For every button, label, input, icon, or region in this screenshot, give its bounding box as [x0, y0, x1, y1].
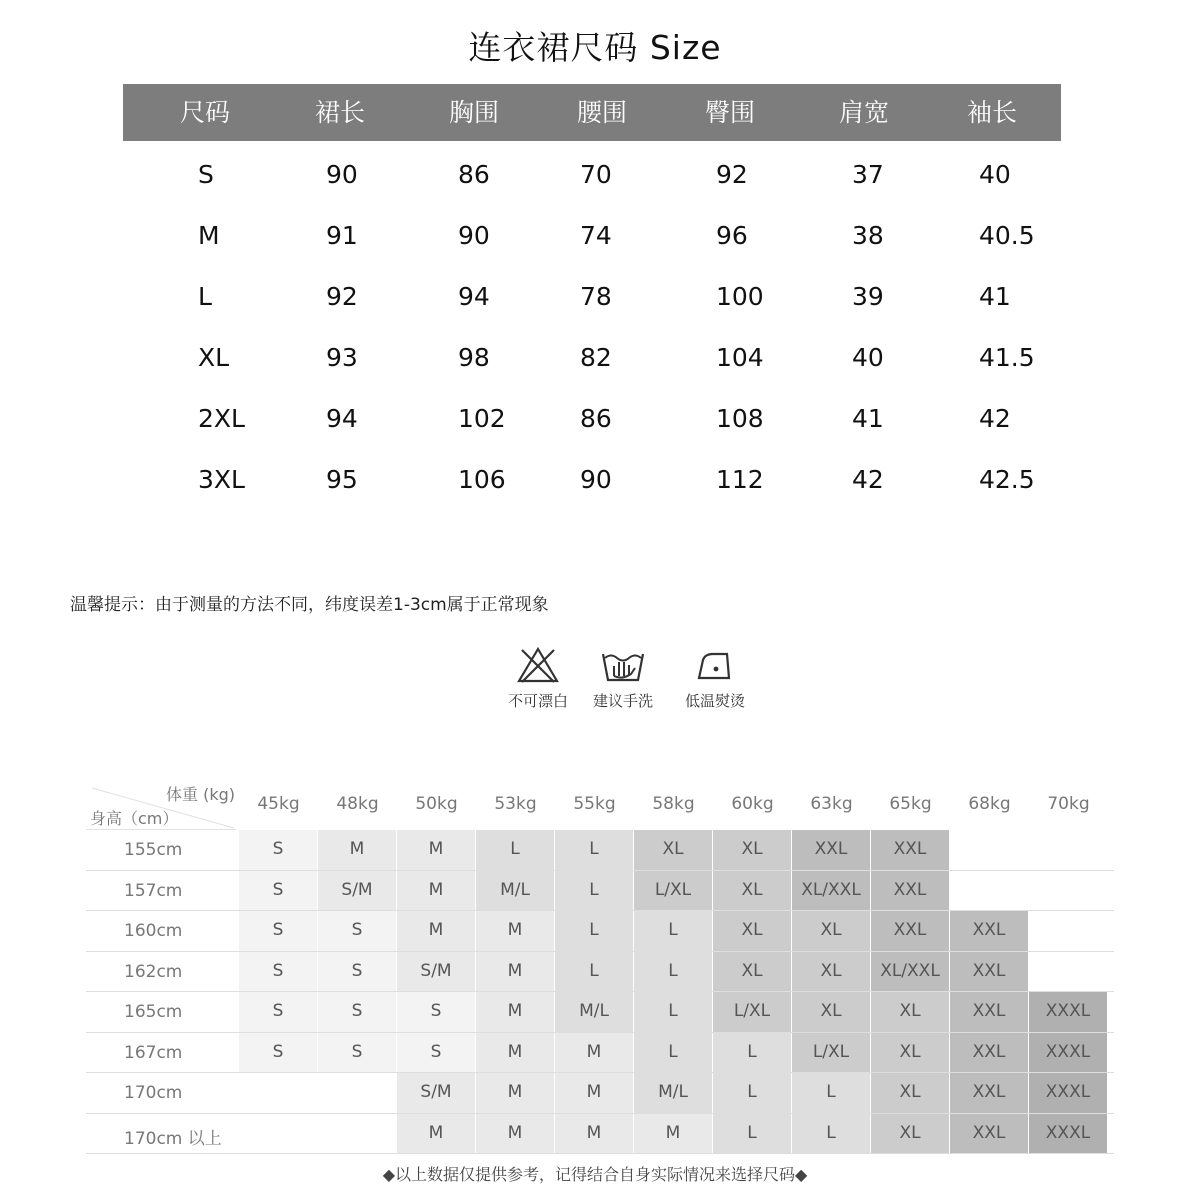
size-recommendation-cell: L [555, 830, 633, 870]
height-label: 165cm [124, 1002, 183, 1022]
size-cell: 106 [458, 465, 506, 494]
size-recommendation-cell [239, 1073, 317, 1113]
size-recommendation-cell [1029, 952, 1107, 992]
size-recommendation-cell [239, 1114, 317, 1154]
size-cell: 94 [326, 404, 358, 433]
size-header-cell: 袖长 [966, 98, 1018, 127]
size-cell: XL [198, 343, 230, 372]
size-recommendation-cell: L [555, 911, 633, 951]
size-cell: 90 [458, 221, 490, 250]
size-cell: 42 [852, 465, 884, 494]
size-cell: 42.5 [979, 465, 1035, 494]
size-recommendation-cell: XXL [950, 1073, 1028, 1113]
size-cell: 92 [716, 160, 748, 189]
size-recommendation-cell: M [555, 1033, 633, 1073]
size-cell: 2XL [198, 404, 245, 433]
size-cell: 40.5 [979, 221, 1035, 250]
size-recommendation-cell: XXL [950, 1033, 1028, 1073]
size-recommendation-cell: XL [713, 911, 791, 951]
size-recommendation-cell: S [239, 952, 317, 992]
size-recommendation-cell: XL/XXL [792, 871, 870, 911]
size-recommendation-cell: M [397, 830, 475, 870]
size-recommendation-cell: M [397, 1114, 475, 1154]
size-recommendation-cell: M/L [555, 992, 633, 1032]
size-recommendation-cell: XL [713, 871, 791, 911]
size-cell: S [198, 160, 214, 189]
size-cell: 82 [580, 343, 612, 372]
size-recommendation-cell: S [239, 830, 317, 870]
size-recommendation-cell: XL [871, 1073, 949, 1113]
height-label: 170cm [124, 1083, 183, 1103]
size-cell: L [198, 282, 212, 311]
size-recommendation-cell: M [476, 1114, 554, 1154]
size-recommendation-cell: XL [792, 911, 870, 951]
height-label: 155cm [124, 840, 183, 860]
care-label: 建议手洗 [592, 692, 653, 710]
size-recommendation-cell: M [555, 1073, 633, 1113]
size-recommendation-cell: S [397, 1033, 475, 1073]
size-recommendation-cell [318, 1114, 396, 1154]
size-recommendation-cell: L [792, 1073, 870, 1113]
size-recommendation-cell: L [713, 1114, 791, 1154]
size-recommendation-cell: XL [792, 952, 870, 992]
footer-note: ◆以上数据仅提供参考，记得结合自身实际情况来选择尺码◆ [382, 1165, 808, 1184]
weight-header: 70kg [1047, 794, 1090, 814]
size-cell: M [198, 221, 220, 250]
size-recommendation-cell: L [634, 911, 712, 951]
size-cell: 37 [852, 160, 884, 189]
size-row [0, 449, 1200, 510]
size-recommendation-cell: M [634, 1114, 712, 1154]
care-hand-wash [573, 646, 673, 711]
care-label: 低温熨烫 [684, 692, 745, 710]
size-cell: 78 [580, 282, 612, 311]
header-corner [86, 780, 236, 830]
size-recommendation-cell: XL [871, 992, 949, 1032]
size-recommendation-cell: XXXL [1029, 992, 1107, 1032]
hand-wash-icon [600, 646, 646, 684]
size-recommendation-cell [1029, 911, 1107, 951]
height-axis-label: 身高（cm） [90, 809, 179, 828]
weight-axis-label: 体重 (kg) [166, 785, 235, 804]
size-table-header [123, 84, 1061, 141]
size-recommendation-cell: M/L [476, 871, 554, 911]
size-recommendation-cell: L/XL [792, 1033, 870, 1073]
size-recommendation-cell: S [318, 992, 396, 1032]
size-cell: 42 [979, 404, 1011, 433]
size-recommendation-cell [1029, 871, 1107, 911]
size-cell: 38 [852, 221, 884, 250]
low-iron-icon [695, 646, 735, 684]
size-recommendation-cell: M [555, 1114, 633, 1154]
care-low-iron [665, 646, 765, 711]
size-recommendation-cell: S [239, 871, 317, 911]
size-recommendation-cell: XXL [871, 830, 949, 870]
size-recommendation-cell: XL [634, 830, 712, 870]
size-header-cell: 裙长 [314, 98, 366, 127]
size-cell: 92 [326, 282, 358, 311]
size-recommendation-cell: XXXL [1029, 1114, 1107, 1154]
size-recommendation-cell: XXL [950, 1114, 1028, 1154]
size-recommendation-cell: M/L [634, 1073, 712, 1113]
size-header-cell: 胸围 [448, 98, 500, 127]
weight-header: 45kg [257, 794, 300, 814]
size-recommendation-cell: S [239, 1033, 317, 1073]
size-recommendation-cell: XXL [950, 952, 1028, 992]
size-recommendation-cell: XXL [950, 992, 1028, 1032]
size-recommendation-cell: XL/XXL [871, 952, 949, 992]
height-label: 160cm [124, 921, 183, 941]
size-cell: 3XL [198, 465, 245, 494]
weight-header: 58kg [652, 794, 695, 814]
size-recommendation-cell: M [476, 992, 554, 1032]
weight-header: 53kg [494, 794, 537, 814]
size-recommendation-cell: M [476, 911, 554, 951]
size-header-cell: 尺码 [179, 98, 231, 127]
size-recommendation-cell: M [397, 911, 475, 951]
size-cell: 86 [580, 404, 612, 433]
size-cell: 112 [716, 465, 764, 494]
size-recommendation-cell: L [713, 1033, 791, 1073]
care-label: 不可漂白 [507, 692, 568, 710]
size-recommendation-cell [318, 1073, 396, 1113]
size-recommendation-cell: XXL [871, 871, 949, 911]
size-cell: 90 [580, 465, 612, 494]
size-cell: 40 [979, 160, 1011, 189]
size-recommendation-cell: XXXL [1029, 1073, 1107, 1113]
size-recommendation-cell: S/M [397, 1073, 475, 1113]
size-recommendation-cell: S [239, 911, 317, 951]
size-recommendation-cell: L/XL [713, 992, 791, 1032]
size-recommendation-cell: M [476, 1073, 554, 1113]
size-recommendation-cell: S [318, 952, 396, 992]
size-cell: 91 [326, 221, 358, 250]
size-recommendation-cell: XL [713, 830, 791, 870]
size-recommendation-cell: M [318, 830, 396, 870]
size-row [0, 144, 1200, 205]
size-row [0, 205, 1200, 266]
size-cell: 74 [580, 221, 612, 250]
height-label: 157cm [124, 880, 183, 901]
size-recommendation-cell: L [555, 871, 633, 911]
weight-header: 48kg [336, 794, 379, 814]
size-cell: 94 [458, 282, 490, 311]
size-cell: 102 [458, 404, 506, 433]
size-recommendation-cell: L/XL [634, 871, 712, 911]
weight-header: 68kg [968, 794, 1011, 814]
size-recommendation-table [86, 780, 1114, 1150]
size-cell: 90 [326, 160, 358, 189]
size-recommendation-cell [950, 830, 1028, 870]
size-cell: 86 [458, 160, 490, 189]
size-recommendation-cell: S/M [318, 871, 396, 911]
weight-header: 65kg [889, 794, 932, 814]
size-recommendation-cell: XL [792, 992, 870, 1032]
size-recommendation-cell: S [318, 1033, 396, 1073]
size-recommendation-cell: L [476, 830, 554, 870]
size-table-body [0, 144, 1200, 510]
size-cell: 96 [716, 221, 748, 250]
size-recommendation-cell: XXL [950, 911, 1028, 951]
size-cell: 100 [716, 282, 764, 311]
size-cell: 40 [852, 343, 884, 372]
size-recommendation-cell [950, 871, 1028, 911]
size-cell: 41 [852, 404, 884, 433]
size-header-cell: 肩宽 [838, 98, 890, 127]
height-label: 162cm [124, 961, 183, 982]
weight-header: 60kg [731, 794, 774, 814]
page-title: 连衣裙尺码 Size [468, 28, 722, 67]
size-cell: 93 [326, 343, 358, 372]
size-recommendation-cell: S [239, 992, 317, 1032]
size-recommendation-cell: S [397, 992, 475, 1032]
size-cell: 41 [979, 282, 1011, 311]
size-row [0, 327, 1200, 388]
size-recommendation-cell: L [634, 992, 712, 1032]
size-recommendation-cell: L [634, 952, 712, 992]
size-cell: 98 [458, 343, 490, 372]
size-recommendation-cell: XXXL [1029, 1033, 1107, 1073]
size-recommendation-cell: S/M [397, 952, 475, 992]
size-recommendation-cell: XL [713, 952, 791, 992]
size-recommendation-cell: S [318, 911, 396, 951]
size-recommendation-cell: XXL [871, 911, 949, 951]
size-cell: 70 [580, 160, 612, 189]
no-bleach-icon [516, 646, 560, 684]
size-recommendation-cell: M [397, 871, 475, 911]
size-recommendation-cell: L [713, 1073, 791, 1113]
size-recommendation-cell: XL [871, 1033, 949, 1073]
size-header-cell: 腰围 [576, 98, 628, 127]
size-row [0, 266, 1200, 327]
size-cell: 104 [716, 343, 764, 372]
size-recommendation-cell: XXL [792, 830, 870, 870]
size-recommendation-cell: L [634, 1033, 712, 1073]
size-cell: 41.5 [979, 343, 1035, 372]
size-cell: 95 [326, 465, 358, 494]
size-recommendation-cell: M [476, 952, 554, 992]
height-label: 170cm 以上 [124, 1128, 222, 1149]
size-recommendation-cell: L [792, 1114, 870, 1154]
row-divider [86, 1153, 1114, 1154]
measurement-tip: 温馨提示：由于测量的方法不同，纬度误差1-3cm属于正常现象 [70, 595, 549, 615]
height-label: 167cm [124, 1042, 183, 1063]
size-recommendation-cell: XL [871, 1114, 949, 1154]
size-row [0, 388, 1200, 449]
weight-header: 63kg [810, 794, 853, 814]
size-cell: 39 [852, 282, 884, 311]
weight-header: 55kg [573, 794, 616, 814]
size-header-cell: 臀围 [704, 98, 756, 127]
size-recommendation-cell [1029, 830, 1107, 870]
weight-header: 50kg [415, 794, 458, 814]
size-recommendation-cell: L [555, 952, 633, 992]
size-cell: 108 [716, 404, 764, 433]
size-recommendation-cell: M [476, 1033, 554, 1073]
